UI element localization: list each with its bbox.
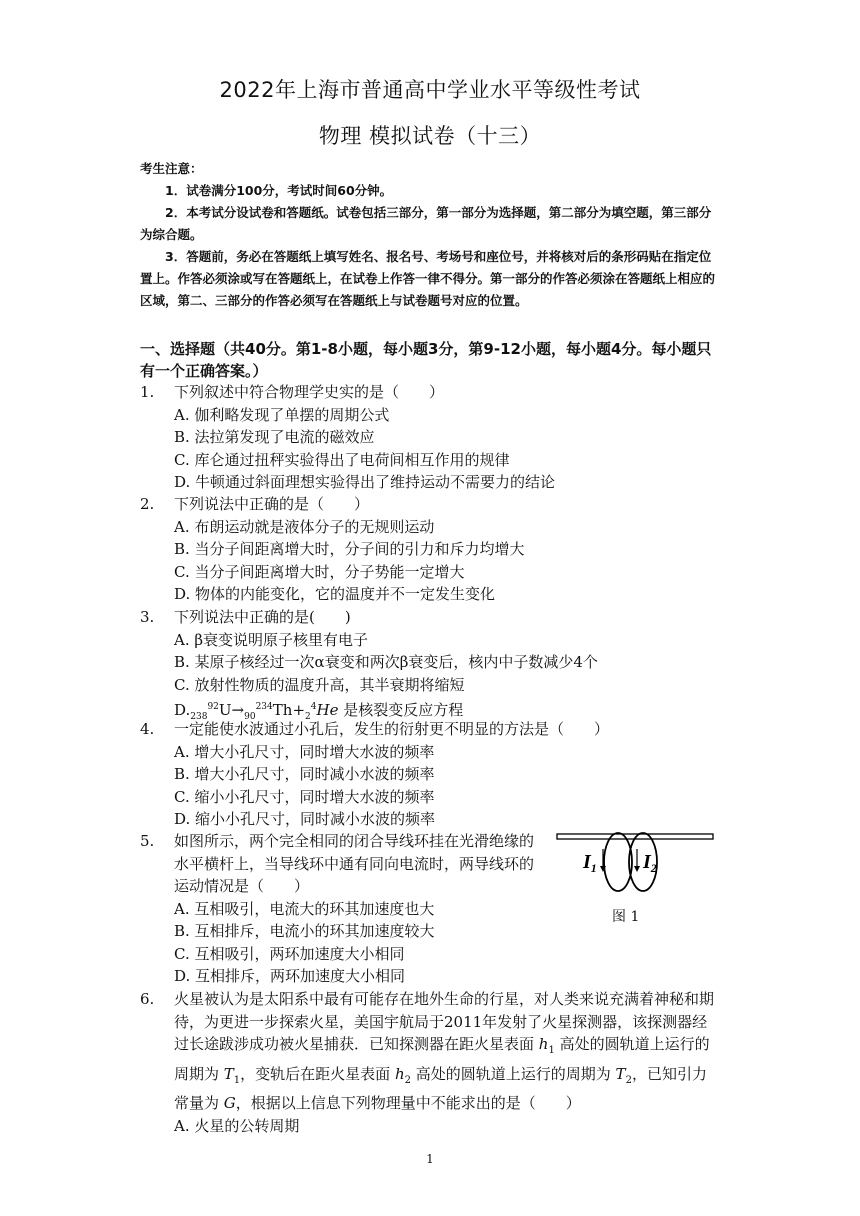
option-c: C. 缩小小孔尺寸，同时增大水波的频率 [174, 787, 435, 806]
question-3 [140, 606, 720, 729]
question-number: 2. [140, 495, 155, 513]
option-c: C. 当分子间距离增大时，分子势能一定增大 [174, 562, 465, 581]
option-b: B. 增大小孔尺寸，同时减小水波的频率 [174, 765, 435, 783]
page-number: 1 [426, 1152, 434, 1166]
notice-item: 2．本考试分设试卷和答题纸。试卷包括三部分，第一部分为选择题，第二部分为填空题，第三部分为综合题。 [140, 205, 712, 242]
option-b: B. 某原子核经过一次α衰变和两次β衰变后，核内中子数减少4个 [174, 653, 598, 671]
question-number: 5. [140, 832, 155, 850]
figure-caption: 图 1 [612, 909, 640, 925]
current-label-2: $I_2$ [643, 851, 657, 875]
option-b: B. 互相排斥，电流小的环其加速度较大 [174, 922, 435, 940]
question-number: 1. [140, 383, 155, 401]
option-a: A. 互相吸引，电流大的环其加速度也大 [174, 899, 435, 918]
option-d: D. 物体的内能变化，它的温度并不一定发生变化 [174, 585, 496, 603]
notice-block [140, 158, 720, 312]
option-a: A. 布朗运动就是液体分子的无规则运动 [174, 517, 435, 536]
question-5 [140, 830, 545, 988]
option-c: C. 互相吸引，两环加速度大小相同 [174, 944, 405, 963]
question-stem: 一定能使水波通过小孔后，发生的衍射更不明显的方法是（ ） [174, 720, 610, 738]
question-stem: 如图所示，两个完全相同的闭合导线环挂在光滑绝缘的水平横杆上，当导线环中通有同向电流时，两导线环的运动情况是（ ） [174, 832, 535, 895]
option-d: D. 互相排斥，两环加速度大小相同 [174, 967, 406, 985]
option-d: D. 缩小小孔尺寸，同时减小水波的频率 [174, 810, 436, 828]
option-d: D. 牛顿通过斜面理想实验得出了维持运动不需要力的结论 [174, 473, 556, 491]
notice-item: 1．试卷满分100分，考试时间60分钟。 [165, 183, 393, 198]
arrow-down-icon [634, 866, 640, 872]
section-heading: 一、选择题（共40分。第1-8小题，每小题3分，第9-12小题，每小题4分。每小题只有一个正确答案。） [140, 340, 712, 380]
question-4 [140, 718, 720, 831]
option-b: B. 当分子间距离增大时，分子间的引力和斥力均增大 [174, 540, 525, 558]
question-number: 6. [140, 990, 155, 1008]
question-number: 3. [140, 608, 155, 626]
option-a: A. 伽利略发现了单摆的周期公式 [174, 405, 390, 424]
notice-heading: 考生注意： [140, 161, 203, 176]
option-c: C. 放射性物质的温度升高，其半衰期将缩短 [174, 675, 465, 694]
exam-title: 2022年上海市普通高中学业水平等级性考试 [219, 78, 641, 102]
option-d: $D._{238}^{92}U\to_{90}^{234}Th+_2^4He$ 是核裂变反应方程 [174, 701, 464, 722]
option-a: A. 增大小孔尺寸，同时增大水波的频率 [174, 742, 435, 761]
option-b: B. 法拉第发现了电流的磁效应 [174, 428, 375, 446]
question-1 [140, 381, 720, 494]
current-label-1: $I_1$ [583, 851, 597, 875]
option-a: A. β衰变说明原子核里有电子 [174, 630, 369, 649]
option-c: C. 库仑通过扭秤实验得出了电荷间相互作用的规律 [174, 450, 510, 469]
notice-item: 3．答题前，务必在答题纸上填写姓名、报名号、考场号和座位号，并将核对后的条形码贴在指定位置上。作答必须涂或写在答题纸上，在试卷上作答一律不得分。第一部分的作答必须涂在答题纸上相应的区域，第二、三部分的作答必须写在答题纸上与试卷题号对应的位置。 [140, 249, 716, 308]
question-stem: 下列叙述中符合物理学史实的是（ ） [174, 383, 445, 401]
question-number: 4. [140, 720, 155, 738]
wire-ring-1 [604, 833, 632, 891]
question-stem: 下列说法中正确的是（ ） [174, 495, 370, 513]
question-stem: 下列说法中正确的是( ) [174, 608, 351, 626]
option-a: A. 火星的公转周期 [174, 1116, 300, 1135]
question-6: 6. 火星被认为是太阳系中最有可能存在地外生命的行星，对人类来说充满着神秘和期待，为更进一步探索火星，美国宇航局于2011年发射了火星探测器，该探测器经过长途跋涉成功被火星捕获．已知探测器在距火星表面 $h_1$ 高处的圆轨道上运行的周期为 $T_1$，变轨后在距火星表面 $h_2$ 高处的圆轨道上运行的周期为 $T_2$，已知引力常量为 G，根据以上信息下列物理量中不能求出的是（ ） A. 火星的公转周期 [140, 988, 720, 1137]
question-2 [140, 493, 720, 606]
exam-subtitle: 物理 模拟试卷（十三） [318, 124, 542, 148]
